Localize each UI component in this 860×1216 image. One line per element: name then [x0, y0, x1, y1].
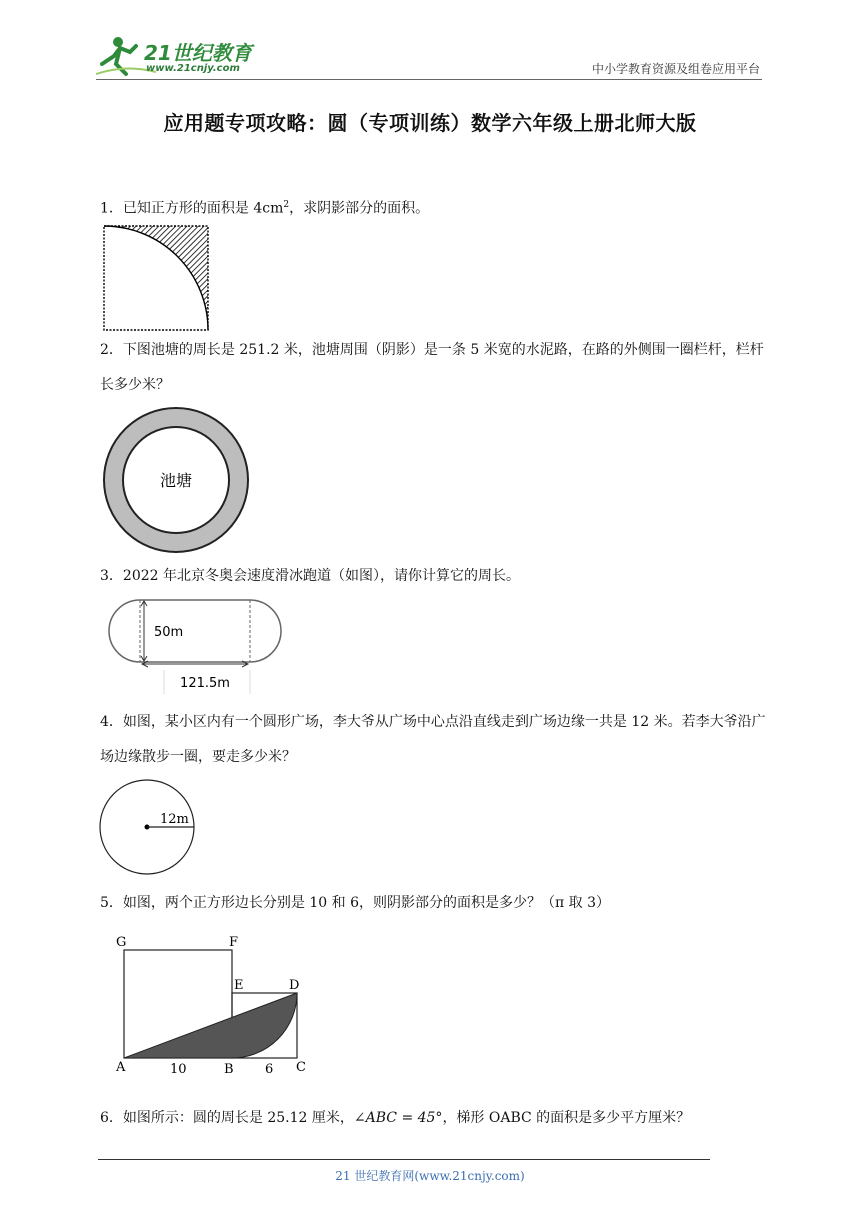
segment-label-ab: 10 — [170, 1062, 187, 1077]
angle-expression: ∠ABC = 45° — [353, 1110, 443, 1126]
point-label-f: F — [229, 935, 239, 950]
question-6: 6．如图所示：圆的周长是 25.12 厘米，∠ABC = 45°，梯形 OABC 的面积是多少平方厘米？ — [100, 1110, 691, 1126]
footer-link[interactable]: 21 世纪教育网(www.21cnjy.com) — [335, 1169, 525, 1183]
point-label-b: B — [224, 1062, 234, 1077]
page-title: 应用题专项攻略：圆（专项训练）数学六年级上册北师大版 — [163, 111, 697, 135]
header-tagline: 中小学教育资源及组卷应用平台 — [591, 62, 760, 76]
track-height-label: 50m — [154, 625, 184, 640]
pond-label: 池塘 — [159, 471, 193, 490]
point-label-g: G — [116, 935, 127, 950]
question-1: 1．已知正方形的面积是 $4cm^2$，求阴影部分的面积。 — [100, 200, 430, 217]
figure-2-pond — [100, 404, 252, 556]
logo-url: www.21cnjy.com — [146, 63, 240, 74]
figure-4-circle-plaza — [98, 778, 198, 878]
track-length-label: 121.5m — [180, 676, 230, 691]
point-label-e: E — [234, 978, 244, 993]
header-divider — [96, 79, 762, 80]
footer-divider — [98, 1159, 710, 1160]
figure-1-quarter-circle — [100, 222, 212, 334]
question-2: 2．下图池塘的周长是 251.2 米，池塘周围（阴影）是一条 5 米宽的水泥路，在路的外侧围一圈栏杆，栏杆长多少米？ — [100, 342, 764, 393]
point-label-c: C — [296, 1060, 306, 1075]
question-5: 5．如图，两个正方形边长分别是 10 和 6，则阴影部分的面积是多少？（π 取 3） — [100, 895, 610, 911]
segment-label-bc: 6 — [265, 1062, 274, 1077]
figure-3-skating-track — [98, 596, 288, 696]
question-3: 3．2022 年北京冬奥会速度滑冰跑道（如图），请你计算它的周长。 — [100, 568, 520, 584]
point-label-d: D — [289, 978, 300, 993]
point-label-a: A — [116, 1060, 126, 1075]
figure-5-two-squares — [112, 928, 318, 1078]
logo-text: 21世纪教育 — [144, 41, 252, 65]
radius-label: 12m — [160, 812, 189, 827]
question-4: 4．如图，某小区内有一个圆形广场，李大爷从广场中心点沿直线走到广场边缘一共是 12 米。若李大爷沿广场边缘散步一圈，要走多少米？ — [100, 714, 766, 765]
